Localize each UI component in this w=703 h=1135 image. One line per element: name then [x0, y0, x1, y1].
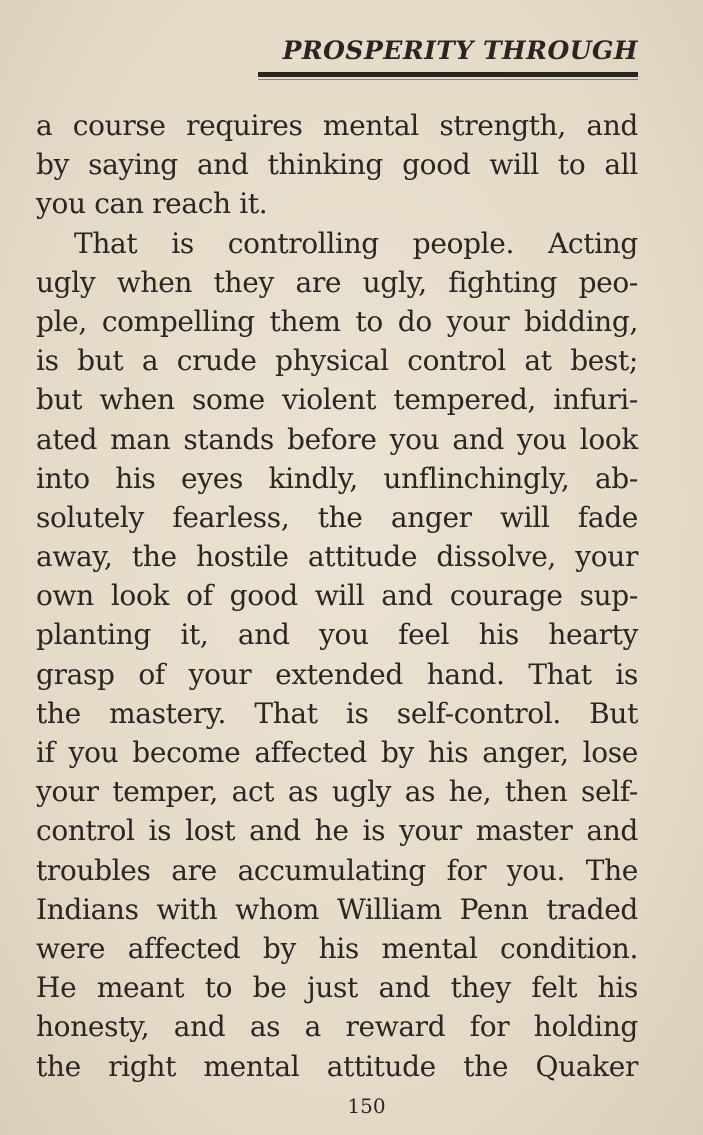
body-text: [36, 106, 638, 1086]
text-line: you can reach it.: [36, 187, 268, 221]
text-line: away, the hostile attitude dissolve, your: [36, 540, 638, 574]
running-header: PROSPERITY THROUGH: [282, 36, 638, 65]
text-line: is but a crude physical control at best;: [36, 344, 638, 378]
text-line: ugly when they are ugly, fighting peo-: [36, 265, 638, 299]
text-line: were affected by his mental condition.: [36, 931, 638, 965]
text-line: ated man stands before you and you look: [36, 422, 638, 456]
text-line: That is controlling people. Acting: [74, 226, 638, 260]
header-rule: [258, 72, 638, 77]
text-line: He meant to be just and they felt his: [36, 971, 638, 1005]
text-line: your temper, act as ugly as he, then self-: [36, 775, 638, 809]
page-number: 150: [347, 1094, 386, 1118]
text-line: own look of good will and courage sup-: [36, 579, 638, 613]
text-line: the mastery. That is self-control. But: [36, 696, 638, 730]
text-line: control is lost and he is your master and: [36, 814, 638, 848]
text-line: if you become affected by his anger, lose: [36, 736, 638, 769]
text-line: but when some violent tempered, infuri-: [36, 383, 638, 417]
text-line: by saying and thinking good will to all: [36, 148, 638, 182]
text-line: solutely fearless, the anger will fade: [36, 500, 638, 534]
text-line: the right mental attitude the Quaker: [36, 1049, 638, 1083]
text-line: ple, compelling them to do your bidding,: [36, 304, 638, 338]
text-line: a course requires mental strength, and: [36, 109, 638, 142]
text-line: into his eyes kindly, unflinchingly, ab-: [36, 461, 638, 495]
header-rule-thin: [258, 79, 638, 80]
text-line: Indians with whom William Penn traded: [36, 892, 638, 926]
text-line: grasp of your extended hand. That is: [36, 657, 638, 691]
text-line: honesty, and as a reward for holding: [36, 1010, 638, 1044]
text-line: planting it, and you feel his hearty: [36, 618, 638, 652]
text-line: troubles are accumulating for you. The: [36, 853, 638, 887]
